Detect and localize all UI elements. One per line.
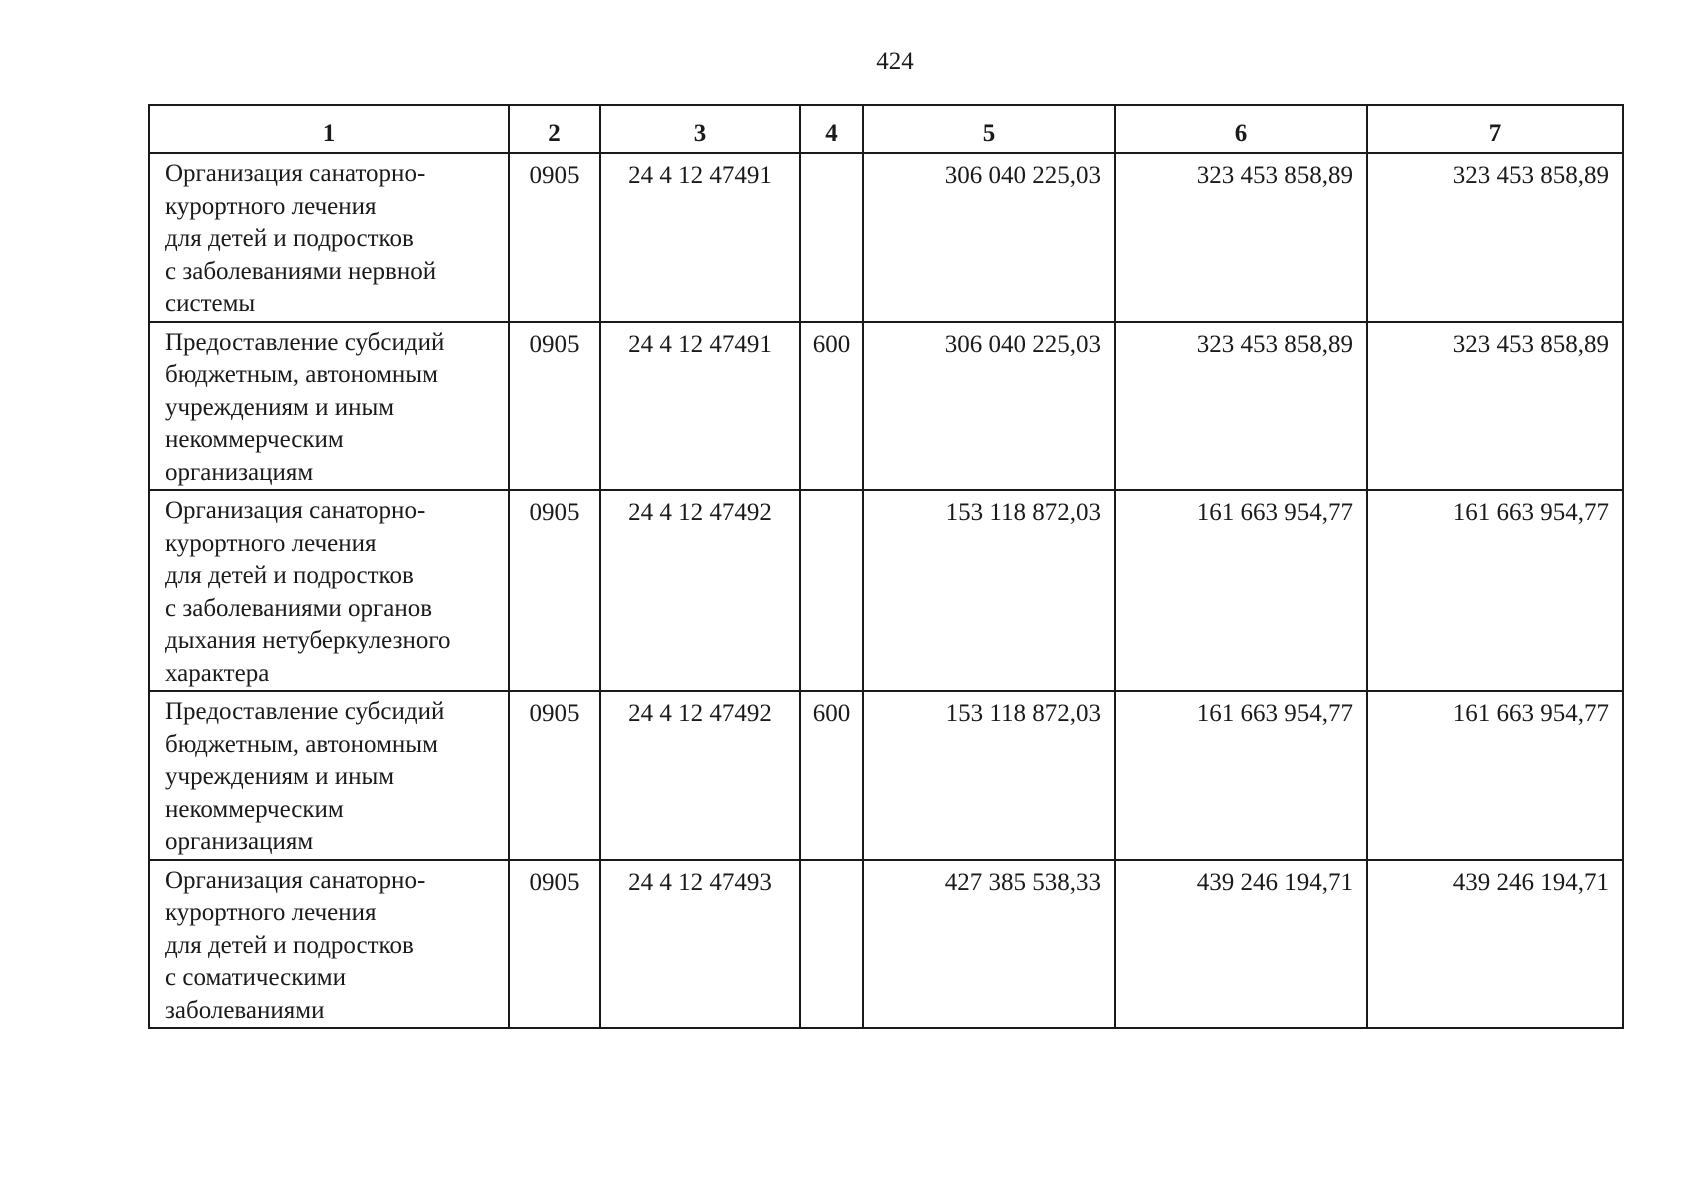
table-row [149, 490, 1623, 691]
row-code-cell: 0905 [509, 691, 600, 860]
row-code-cell: 0905 [509, 322, 600, 491]
row-value-col5-cell: 306 040 225,03 [863, 153, 1115, 322]
header-col-1: 1 [149, 105, 509, 153]
header-col-7: 7 [1367, 105, 1623, 153]
row-value-col7-cell: 161 663 954,77 [1367, 490, 1623, 691]
row-value-col5-cell: 153 118 872,03 [863, 691, 1115, 860]
row-target-article-cell: 24 4 12 47492 [600, 691, 800, 860]
row-name-cell: Организация санаторно- курортного лечения для детей и подростков с заболеваниями нервной системы [149, 153, 509, 322]
table-row [149, 322, 1623, 491]
header-col-2: 2 [509, 105, 600, 153]
header-row [149, 105, 1623, 153]
row-target-article-cell: 24 4 12 47492 [600, 490, 800, 691]
row-value-col6-cell: 161 663 954,77 [1115, 691, 1367, 860]
table-body [149, 153, 1623, 1028]
row-value-col5-cell: 427 385 538,33 [863, 860, 1115, 1029]
row-value-col6-cell: 161 663 954,77 [1115, 490, 1367, 691]
row-expense-type-cell [800, 490, 863, 691]
table-row [149, 860, 1623, 1029]
row-code-cell: 0905 [509, 860, 600, 1029]
row-target-article-cell: 24 4 12 47491 [600, 153, 800, 322]
row-expense-type-cell [800, 153, 863, 322]
budget-table [148, 104, 1624, 1029]
row-value-col6-cell: 323 453 858,89 [1115, 322, 1367, 491]
row-value-col7-cell: 161 663 954,77 [1367, 691, 1623, 860]
row-target-article-cell: 24 4 12 47493 [600, 860, 800, 1029]
table-row [149, 153, 1623, 322]
row-value-col7-cell: 439 246 194,71 [1367, 860, 1623, 1029]
row-expense-type-cell: 600 [800, 691, 863, 860]
row-name-cell: Предоставление субсидий бюджетным, автономным учреждениям и иным некоммерческим организациям [149, 322, 509, 491]
row-value-col6-cell: 439 246 194,71 [1115, 860, 1367, 1029]
row-value-col6-cell: 323 453 858,89 [1115, 153, 1367, 322]
table-row [149, 691, 1623, 860]
row-expense-type-cell: 600 [800, 322, 863, 491]
header-col-5: 5 [863, 105, 1115, 153]
row-code-cell: 0905 [509, 490, 600, 691]
row-name-cell: Организация санаторно- курортного лечения для детей и подростков с соматическими заболеваниями [149, 860, 509, 1029]
row-name-cell: Организация санаторно- курортного лечения для детей и подростков с заболеваниями органов дыхания нетуберкулезного характера [149, 490, 509, 691]
row-code-cell: 0905 [509, 153, 600, 322]
row-name-cell: Предоставление субсидий бюджетным, автономным учреждениям и иным некоммерческим организациям [149, 691, 509, 860]
page-number: 424 [876, 48, 914, 75]
header-col-6: 6 [1115, 105, 1367, 153]
row-target-article-cell: 24 4 12 47491 [600, 322, 800, 491]
row-value-col7-cell: 323 453 858,89 [1367, 153, 1623, 322]
row-value-col5-cell: 306 040 225,03 [863, 322, 1115, 491]
table-header [149, 105, 1623, 153]
row-value-col7-cell: 323 453 858,89 [1367, 322, 1623, 491]
header-col-4: 4 [800, 105, 863, 153]
row-value-col5-cell: 153 118 872,03 [863, 490, 1115, 691]
row-expense-type-cell [800, 860, 863, 1029]
header-col-3: 3 [600, 105, 800, 153]
